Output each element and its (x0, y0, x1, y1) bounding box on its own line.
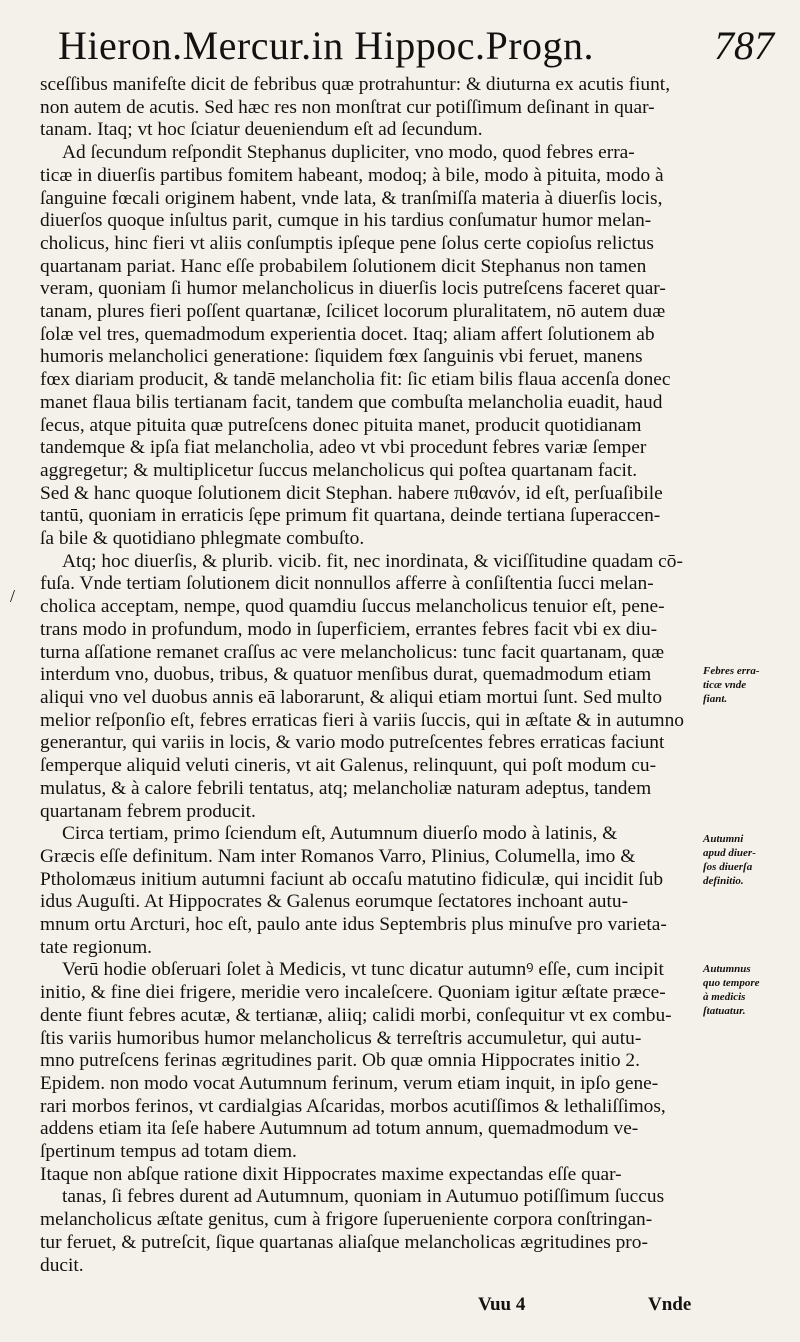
text-line: aggregetur; & multiplicetur ſuccus melancholicus qui poſtea quartanam facit. (40, 459, 638, 481)
text-line: rari morbos ferinos, vt cardialgias Aſcaridas, morbos acutiſſimos & lethaliſſimos, (40, 1095, 666, 1117)
text-line: ſa bile & quotidiano phlegmate combuſto. (40, 528, 365, 550)
text-line: ticæ in diuerſis partibus fomitem habeant, modoq; à bile, modo à pituita, modo à (40, 164, 664, 186)
text-line: melior reſponſio eſt, febres erraticas fieri à variis ſuccis, qui in æſtate & in autumno (40, 709, 685, 731)
text-line: ſolæ vel tres, quemadmodum experientia docet. Itaq; aliam affert ſolutionem ab (40, 323, 655, 345)
catchword: Vnde (648, 1294, 692, 1315)
text-line: sceſſibus manifeſte dicit de febribus quæ protrahuntur: & diuturna ex acutis fiunt, (40, 74, 671, 95)
text-line: cholica acceptam, nempe, quod quamdiu ſuccus melancholicus tenuior eſt, pene- (40, 596, 665, 618)
marginal-note-line: Febres erra- (703, 665, 760, 677)
text-line: humoris melancholici generatione: ſiquidem fœx ſanguinis vbi feruet, manens (40, 346, 643, 368)
text-line: Atq; hoc diuerſis, & plurib. vicib. fit, nec inordinata, & viciſſitudine quadam cō- (62, 550, 683, 572)
text-line: generantur, qui variis in locis, & vario modo putreſcentes febres erraticas faciunt (40, 732, 665, 754)
text-line: idus Auguſti. At Hippocrates & Galenus eorumque ſectatores inchoant autu- (40, 891, 629, 913)
text-line: Sed & hanc quoque ſolutionem dicit Stephan. habere πιθανόν, id eſt, perſuaſibile (40, 482, 663, 504)
page-header (28, 22, 780, 78)
marginal-note-line: apud diuer- (703, 847, 756, 859)
text-line: tanas, ſi febres durent ad Autumnum, quoniam in Autumuo potiſſimum ſuccus (62, 1186, 665, 1208)
text-line: Græcis eſſe definitum. Nam inter Romanos Varro, Plinius, Columella, imo & (40, 845, 636, 867)
text-line: quartanam febrem producit. (40, 800, 256, 822)
marginal-note (703, 962, 795, 1018)
text-line: cholicus, hinc fieri vt aliis conſumptis ipſeque pene ſolus certe copioſus relictus (40, 232, 654, 254)
text-line: mno putreſcens ferinas ægritudines parit. Ob quæ omnia Hippocrates initio 2. (40, 1050, 640, 1072)
text-line: Ptholomæus initium autumni faciunt ab occaſu matutino fidiculæ, qui incidit ſub (40, 868, 664, 890)
marginal-note (703, 832, 795, 888)
text-line: addens etiam ita ſeſe habere Autumnum ad totum annum, quemadmodum ve- (40, 1118, 639, 1140)
text-line: tate regionum. (40, 936, 152, 958)
text-line: Ad ſecundum reſpondit Stephanus dupliciter, vno modo, quod febres erra- (62, 142, 635, 164)
text-line: tandemque & ipſa fiat melancholia, adeo vt vbi procedunt febres variæ ſemper (40, 437, 647, 459)
marginal-note-line: ticæ vnde (703, 679, 747, 691)
text-line: interdum vno, duobus, tribus, & quatuor menſibus durat, quemadmodum etiam (40, 664, 652, 686)
text-line: initio, & fine diei frigere, meridie vero incaleſcere. Quoniam igitur æſtate præce- (40, 982, 666, 1004)
text-line: mulatus, & à calore febrili tentatus, atq; melancholiæ naturam adeptus, tandem (40, 777, 652, 799)
margin-mark: / (10, 586, 16, 606)
text-line: dente fiunt febres acutæ, & tertianæ, aliiq; calidi morbi, conſequitur vt ex combu- (40, 1004, 672, 1026)
text-line: tur feruet, & putreſcit, ſique quartanas aliaſque melancholicas ægritudines pro- (40, 1231, 648, 1253)
page-number: 787 (714, 23, 774, 68)
marginal-note-line: à medicis (703, 991, 746, 1003)
text-line: ſemperque aliquid veluti cineris, vt ait Galenus, relinquunt, qui poſt modum cu- (40, 755, 657, 777)
marginal-note-line: definitio. (703, 875, 744, 887)
marginal-note-line: Autumni (703, 833, 744, 845)
text-line: manet flaua bilis tertianam facit, tandem que combuſta melancholia euadit, haud (40, 391, 663, 413)
text-line: diuerſos quoque inſultus parit, cumque in his tardius conſumatur humor melan- (40, 210, 652, 232)
running-title: Hieron.Mercur.in Hippoc.Progn. (58, 23, 595, 68)
text-line: tanam, plures fieri poſſent quartanæ, ſcilicet locorum pluralitatem, nō autem duæ (40, 301, 666, 323)
marginal-note-line: ſos diuerſa (703, 861, 753, 873)
text-line: ducit. (40, 1254, 84, 1276)
main-text-block (40, 74, 696, 1277)
text-line: ſanguine fœcali originem habent, vnde lata, & tranſmiſſa materia à diuerſis locis, (40, 187, 663, 209)
marginal-note (703, 664, 795, 706)
text-line: Circa tertiam, primo ſciendum eſt, Autumnum diuerſo modo à latinis, & (62, 823, 618, 845)
marginal-note-line: Autumnus (703, 963, 751, 975)
text-line: veram, quoniam ſi humor melancholicus in diuerſis locis putreſcens faceret quar- (40, 278, 666, 300)
text-line: trans modo in profundum, modo in ſuperficiem, errantes febres facit vbi ex diu- (40, 618, 658, 640)
text-line: tanam. Itaq; vt hoc ſciatur deueniendum eſt ad ſecundum. (40, 119, 483, 141)
text-line: ſtis variis humoribus humor melancholicus & terreſtris accumuletur, qui autu- (40, 1027, 642, 1049)
marginal-note-line: fiant. (703, 693, 728, 705)
text-line: fœx diariam producit, & tandē melancholia fit: ſic etiam bilis flaua accenſa donec (40, 369, 671, 391)
text-line: melancholicus æſtate genitus, cum à frigore ſuperueniente corpora conſtringan- (40, 1209, 653, 1231)
text-line: quartanam pariat. Hanc eſſe probabilem ſolutionem dicit Stephanus non tamen (40, 255, 647, 277)
text-line: aliqui vno vel duobus annis eā laborarunt, & aliqui etiam mortui ſunt. Sed multo (40, 686, 663, 708)
text-line: non autem de acutis. Sed hæc res non monſtrat cur potiſſimum deſinant in quar- (40, 96, 655, 118)
signature-mark: Vuu 4 (478, 1294, 526, 1315)
marginal-note-line: quo tempore (703, 977, 760, 989)
text-line: mnum ortu Arcturi, hoc eſt, paulo ante idus Septembris plus minuſve pro varieta- (40, 914, 667, 936)
text-line: fuſa. Vnde tertiam ſolutionem dicit nonnullos afferre à conſiſtentia ſucci melan- (40, 573, 654, 595)
text-line: turna aſſatione remanet craſſus ac vere melancholicus: tunc facit quartanam, quæ (40, 641, 665, 663)
text-line: Itaque non abſque ratione dixit Hippocrates maxime expectandas eſſe quar- (40, 1163, 622, 1185)
text-line: Epidem. non modo vocat Autumnum ferinum, verum etiam inquit, in ipſo gene- (40, 1072, 659, 1094)
text-line: ſpertinum tempus ad totam diem. (40, 1141, 297, 1163)
marginal-note-line: ſtatuatur. (703, 1005, 746, 1017)
text-line: tantū, quoniam in erraticis ſępe primum fit quartana, deinde tertiana ſuperaccen- (40, 505, 661, 527)
text-line: Verū hodie obſeruari ſolet à Medicis, vt tunc dicatur autumnꝰ eſſe, cum incipit (62, 959, 664, 981)
text-line: ſecus, atque pituita quæ putreſcens donec pituita manet, producit quotidianam (40, 414, 642, 436)
page-footer (0, 1294, 800, 1324)
